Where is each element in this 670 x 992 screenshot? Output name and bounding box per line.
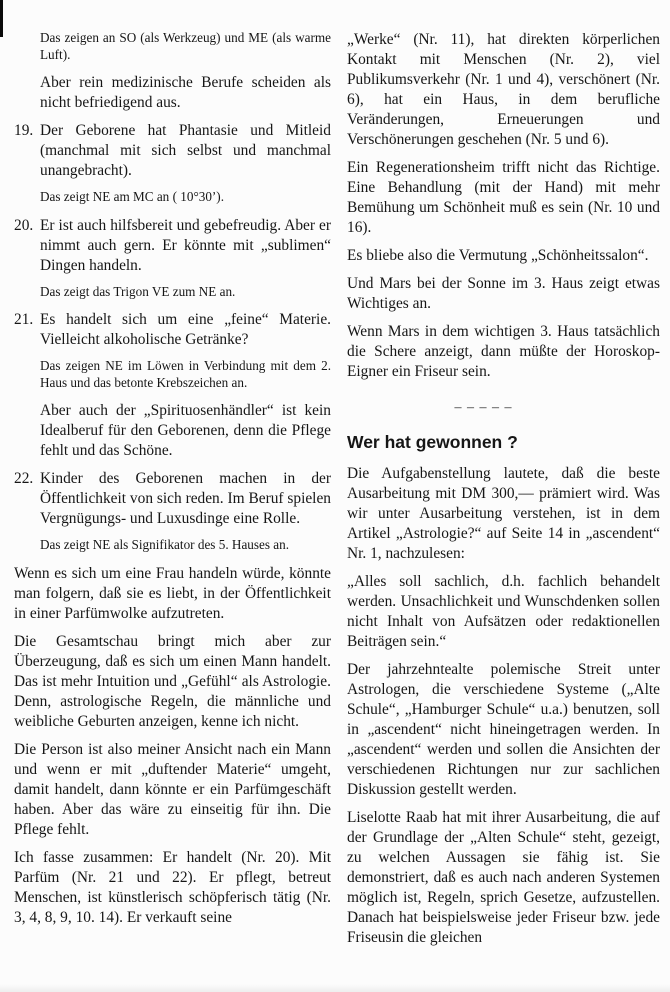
paragraph: Wenn Mars in dem wichtigen 3. Haus tatsächlich die Schere anzeigt, dann müßte der Horoskop-Eigner ein Friseur sein. [347,323,660,380]
paragraph: Die Gesamtschau bringt mich aber zur Überzeugung, daß es sich um einen Mann handelt. Das ist mehr Intuition und „Gefühl“ als Astrologie. Denn, astrologische Regeln, die männliche und weibliche Geburten anzeigen, kenne ich nicht. [14,632,331,730]
astro-note: Das zeigen NE im Löwen in Verbindung mit dem 2. Haus und das betonte Krebszeichen an. [40,358,331,390]
list-item-text: Er ist auch hilfsbereit und gebefreudig. Aber er nimmt auch gern. Er könnte mit „sublimen“ Dingen handeln. [40,216,331,274]
paragraph: Der jahrzehntealte polemische Streit unter Astrologen, die verschiedene Systeme („Alte Schule“, „Hamburger Schule“ u.a.) benutzen, soll in „ascendent“ nicht hineingetragen werden. In „ascendent“ werden und sollen die Ansichten der verschiedenen Richtungen nur zur sachlichen Diskussion gestellt werden. [347,661,660,798]
paragraph: „Alles soll sachlich, d.h. fachlich behandelt werden. Unsachlichkeit und Wunschdenken sollen nicht Inhalt von Aufsätzen oder redaktionellen Beiträgen sein.“ [347,573,660,650]
list-item-text: Kinder des Geborenen machen in der Öffentlichkeit von sich reden. Im Beruf spielen Vergnügungs- und Luxusdinge eine Rolle. [40,470,331,527]
section-heading: Wer hat gewonnen ? [347,432,518,452]
scan-artifact-mark [0,0,3,37]
list-item-number: 19. [14,122,34,139]
paragraph: Liselotte Raab hat mit ihrer Ausarbeitung, die auf der Grundlage der „Alten Schule“ steht, gezeigt, zu welchen Aussagen sie fähig ist. Sie demonstriert, daß es auch nach anderen Systemen möglich ist, Regeln, sprich Gesetze, aufzustellen. Danach hat beispielsweise jeder Friseur bzw. jede Friseusin die gleichen [347,809,660,946]
list-item-number: 21. [14,311,34,328]
dashed-separator: – – – – – [454,400,513,415]
paragraph: Es bliebe also die Vermutung „Schönheitssalon“. [347,247,649,264]
numbered-item-20 [14,216,331,276]
list-item-number: 22. [14,470,34,487]
paragraph: Die Person ist also meiner Ansicht nach ein Mann und wenn er mit „duftender Materie“ umgeht, damit handelt, dann könnte er ein Parfümgeschäft haben. Aber das wäre zu einseitig für ihn. Die Pflege fehlt. [14,740,331,838]
paragraph: Ich fasse zusammen: Er handelt (Nr. 20). Mit Parfüm (Nr. 21 und 22). Er pflegt, betreut Menschen, ist künstlerisch schöpferisch tätig (Nr. 3, 4, 8, 9, 10. 14). Er verkauft seine [14,848,331,926]
scan-edge-artifact [0,984,670,992]
astro-note: Das zeigt NE als Signifikator des 5. Hauses an. [40,537,290,552]
paragraph: „Werke“ (Nr. 11), hat direkten körperlichen Kontakt mit Menschen (Nr. 2), viel Publikumsverkehr (Nr. 1 und 4), verschönert (Nr. 6), hat ein Haus, in dem berufliche Veränderungen, Erneuerungen und Verschönerungen geschehen (Nr. 5 und 6). [347,31,660,148]
list-item-text: Es handelt sich um eine „feine“ Materie. Vielleicht alkoholische Getränke? [40,311,331,348]
left-column [14,30,331,956]
list-item-number: 20. [14,216,34,234]
paragraph: Die Aufgabenstellung lautete, daß die beste Ausarbeitung mit DM 300,— prämiert wird. Was wir unter Ausarbeitung verstehen, ist in dem Artikel „Astrologie?“ auf Seite 14 in „ascendent“ Nr. 1, nachzulesen: [347,465,660,562]
numbered-item-19 [14,121,331,181]
list-item-text: Der Geborene hat Phantasie und Mitleid (manchmal mit sich selbst und manchmal unangebracht). [40,122,331,179]
right-column [347,30,660,956]
astro-note: Das zeigen an SO (als Werkzeug) und ME (als warme Luft). [40,30,331,62]
paragraph: Und Mars bei der Sonne im 3. Haus zeigt etwas Wichtiges an. [347,275,660,312]
paragraph: Aber auch der „Spirituosenhändler“ ist kein Idealberuf für den Geborenen, denn die Pflege fehlt und das Schöne. [40,402,331,459]
numbered-item-21 [14,310,331,350]
paragraph: Ein Regenerationsheim trifft nicht das Richtige. Eine Behandlung (mit der Hand) mit mehr Bemühung um Schönheit muß es sein (Nr. 10 und 16). [347,159,660,236]
astro-note: Das zeigt NE am MC an ( 10°30’). [40,189,224,204]
paragraph: Wenn es sich um eine Frau handeln würde, könnte man folgern, daß sie es liebt, in der Öffentlichkeit in einer Parfümwolke aufzutreten. [14,564,331,622]
numbered-item-22 [14,469,331,529]
paragraph: Aber rein medizinische Berufe scheiden als nicht befriedigend aus. [40,74,331,111]
astro-note: Das zeigt das Trigon VE zum NE an. [40,283,236,299]
